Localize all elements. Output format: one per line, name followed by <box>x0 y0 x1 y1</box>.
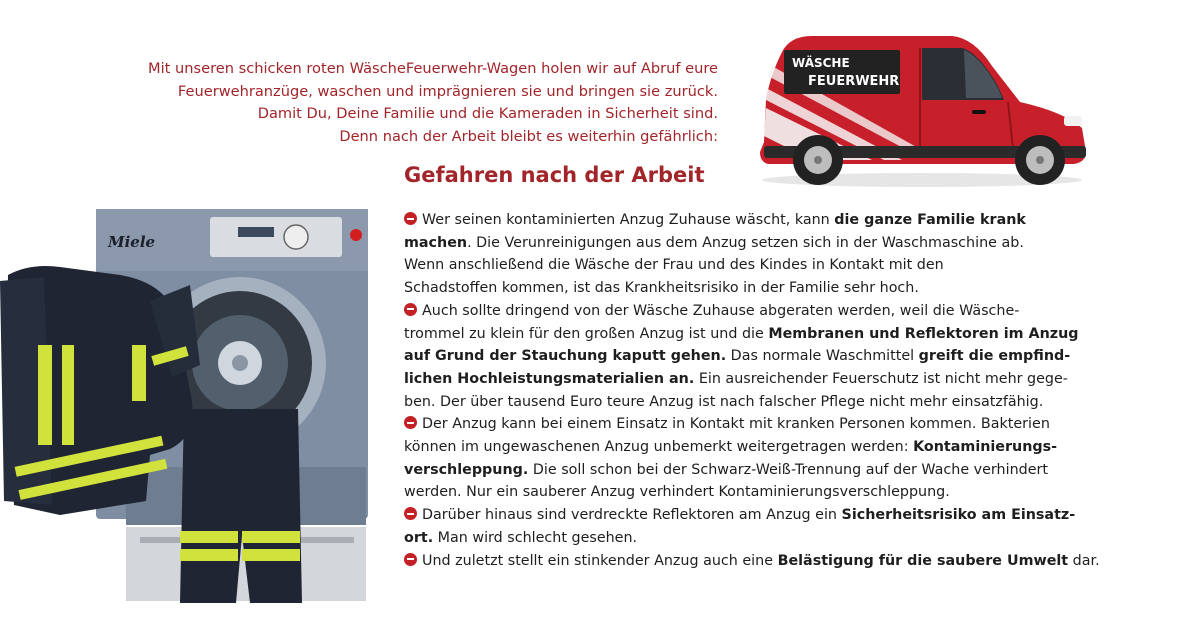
list-text-line: Schadstoffen kommen, ist das Krankheitsrisiko in der Familie sehr hoch. <box>404 280 919 297</box>
list-text: Das normale Waschmittel <box>726 348 919 365</box>
list-item <box>404 550 1116 573</box>
list-item <box>404 413 1116 436</box>
minus-circle-icon <box>404 553 417 566</box>
minus-circle-icon <box>404 303 417 316</box>
intro-line: Mit unseren schicken roten WäscheFeuerwehr-Wagen holen wir auf Abruf eure <box>147 60 718 77</box>
list-item <box>404 209 1116 232</box>
list-text: Auch sollte dringend von der Wäsche Zuhause abgeraten werden, weil die Wäsche- <box>422 302 1020 319</box>
list-text: können im ungewaschenen Anzug unbemerkt weitergetragen werden: <box>404 439 914 456</box>
list-item <box>404 504 1116 527</box>
hazard-list <box>404 209 1116 572</box>
list-emphasis: Kontaminierungs- <box>913 439 1058 456</box>
list-text-line: Wenn anschließend die Wäsche der Frau und des Kindes in Kontakt mit den <box>404 257 944 274</box>
list-text: trommel zu klein für den großen Anzug ist und die <box>404 325 769 342</box>
list-item <box>404 300 1116 323</box>
intro-line: Feuerwehranzüge, waschen und imprägnieren sie und bringen sie zurück. <box>177 82 718 100</box>
list-text-line: ben. Der über tausend Euro teure Anzug ist nach falscher Pflege nicht mehr einsatzfähig. <box>404 393 1044 410</box>
list-text: Und zuletzt stellt ein stinkender Anzug auch eine <box>422 552 778 569</box>
washing-machine-illustration <box>0 205 380 623</box>
list-text: Man wird schlecht gesehen. <box>433 529 638 546</box>
list-emphasis: die ganze Familie krank <box>834 212 1026 228</box>
list-emphasis: Sicherheitsrisiko am Einsatz- <box>841 507 1076 524</box>
list-emphasis: verschleppung. <box>404 461 529 478</box>
list-emphasis: Membranen und Reflektoren im Anzug <box>768 325 1079 342</box>
minus-circle-icon <box>404 416 417 429</box>
machine-brand: Miele <box>108 233 156 251</box>
list-emphasis: greift die empfind- <box>918 348 1071 365</box>
section-headline: Gefahren nach der Arbeit <box>404 163 705 187</box>
laundry-van-illustration <box>752 30 1094 192</box>
list-text: Der Anzug kann bei einem Einsatz in Kontakt mit kranken Personen kommen. Bakterien <box>422 416 1050 433</box>
list-text: . Die Verunreinigungen aus dem Anzug setzen sich in der Waschmaschine ab. <box>467 234 1024 251</box>
van-logo-line1: WÄSCHE <box>792 56 850 70</box>
minus-circle-icon <box>404 212 417 225</box>
minus-circle-icon <box>404 507 417 520</box>
list-emphasis: auf Grund der Stauchung kaputt gehen. <box>404 348 727 365</box>
intro-line: Denn nach der Arbeit bleibt es weiterhin gefährlich: <box>339 127 718 145</box>
list-text: Wer seinen kontaminierten Anzug Zuhause wäscht, kann <box>422 212 835 228</box>
list-text: Die soll schon bei der Schwarz-Weiß-Trennung auf der Wache verhindert <box>528 461 1049 478</box>
list-emphasis: Belästigung für die saubere Umwelt <box>777 552 1069 569</box>
list-text-line: werden. Nur ein sauberer Anzug verhindert Kontaminierungsverschleppung. <box>404 484 950 501</box>
list-text-line <box>404 232 1116 255</box>
intro-paragraph <box>60 58 718 148</box>
list-emphasis: ort. <box>404 529 434 546</box>
list-emphasis: lichen Hochleistungsmaterialien an. <box>404 370 695 387</box>
list-text-line <box>404 436 1116 459</box>
list-text-line <box>404 459 1116 482</box>
list-text-line <box>404 527 1116 550</box>
list-text-line <box>404 323 1116 346</box>
list-text: dar. <box>1068 552 1100 569</box>
list-text: Darüber hinaus sind verdreckte Reflektoren am Anzug ein <box>422 507 842 524</box>
list-emphasis: machen <box>404 234 468 251</box>
list-text: Ein ausreichender Feuerschutz ist nicht mehr gege- <box>694 370 1068 387</box>
intro-line: Damit Du, Deine Familie und die Kameraden in Sicherheit sind. <box>257 105 718 123</box>
list-text-line <box>404 368 1116 391</box>
list-text-line <box>404 345 1116 368</box>
van-logo-line2: FEUERWEHR <box>808 74 900 89</box>
